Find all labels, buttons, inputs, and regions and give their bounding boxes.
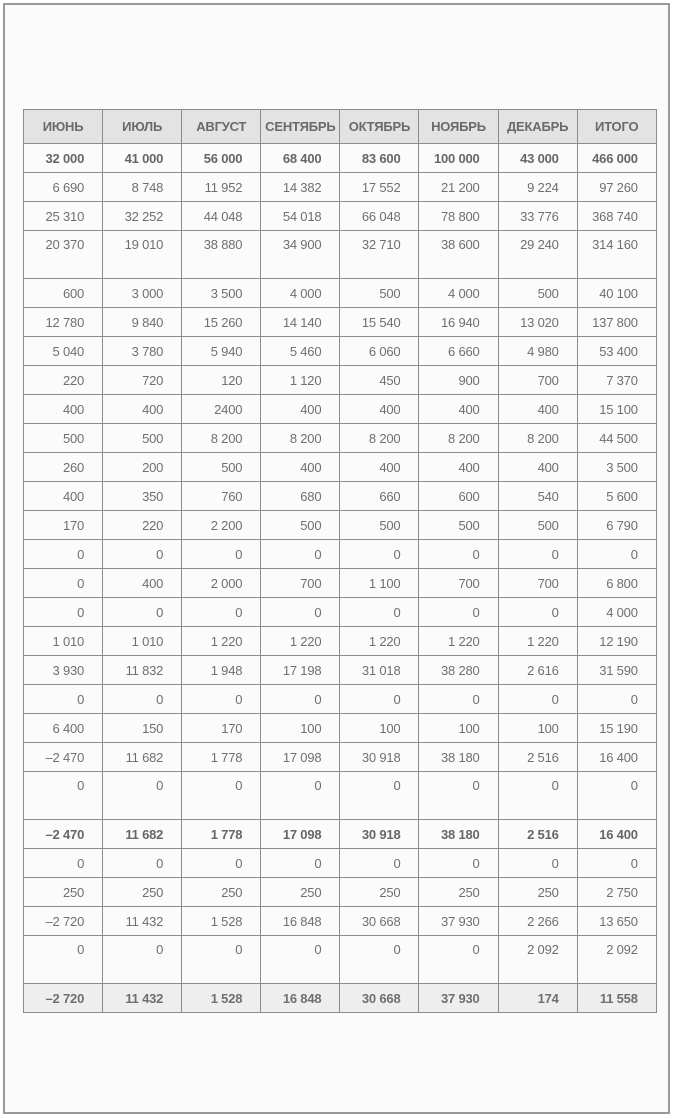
table-cell: 1 220 (261, 627, 340, 656)
table-cell: 0 (419, 936, 498, 984)
table-cell: 0 (24, 685, 103, 714)
table-cell: 500 (182, 453, 261, 482)
table-cell: 1 010 (103, 627, 182, 656)
table-cell: 0 (261, 936, 340, 984)
table-cell: 400 (24, 482, 103, 511)
header-august: АВГУСТ (182, 110, 261, 144)
table-cell: 260 (24, 453, 103, 482)
table-row (24, 511, 657, 540)
table-cell: 0 (577, 540, 656, 569)
table-cell: 17 198 (261, 656, 340, 685)
table-row (24, 308, 657, 337)
table-row (24, 337, 657, 366)
table-cell: 0 (498, 849, 577, 878)
table-cell: 400 (261, 395, 340, 424)
table-cell: 200 (103, 453, 182, 482)
table-cell: 15 260 (182, 308, 261, 337)
table-cell: 37 930 (419, 984, 498, 1013)
table-cell: 14 382 (261, 173, 340, 202)
table-cell: 21 200 (419, 173, 498, 202)
table-cell: 20 370 (24, 231, 103, 279)
table-cell: 500 (24, 424, 103, 453)
table-cell: 600 (419, 482, 498, 511)
table-cell: 0 (419, 849, 498, 878)
table-cell: 32 252 (103, 202, 182, 231)
table-cell: 0 (24, 598, 103, 627)
table-cell: 0 (261, 598, 340, 627)
table-cell: 1 220 (419, 627, 498, 656)
table-header (24, 110, 657, 144)
table-cell: 0 (103, 598, 182, 627)
table-cell: 16 400 (577, 820, 656, 849)
table-cell: 500 (498, 279, 577, 308)
table-cell: 0 (261, 849, 340, 878)
table-row (24, 173, 657, 202)
table-cell: 1 948 (182, 656, 261, 685)
table-cell: 2 000 (182, 569, 261, 598)
table-cell: 44 500 (577, 424, 656, 453)
table-cell: 11 432 (103, 984, 182, 1013)
table-cell: 2 516 (498, 743, 577, 772)
table-cell: 0 (182, 598, 261, 627)
table-cell: 32 710 (340, 231, 419, 279)
table-cell: 9 224 (498, 173, 577, 202)
table-cell: 2 092 (498, 936, 577, 984)
table-cell: 0 (24, 540, 103, 569)
table-cell: 25 310 (24, 202, 103, 231)
table-cell: 1 220 (340, 627, 419, 656)
table-row (24, 366, 657, 395)
table-cell: 0 (103, 772, 182, 820)
table-cell: 720 (103, 366, 182, 395)
table-cell: 4 000 (577, 598, 656, 627)
table-cell: 8 200 (419, 424, 498, 453)
table-cell: 32 000 (24, 144, 103, 173)
table-cell: –2 720 (24, 907, 103, 936)
table-cell: 250 (261, 878, 340, 907)
table-cell: 2 266 (498, 907, 577, 936)
table-cell: 97 260 (577, 173, 656, 202)
table-cell: 0 (340, 772, 419, 820)
table-cell: 314 160 (577, 231, 656, 279)
header-june: ИЮНЬ (24, 110, 103, 144)
table-cell: 500 (340, 279, 419, 308)
table-cell: 2 092 (577, 936, 656, 984)
table-cell: 4 980 (498, 337, 577, 366)
table-cell: 8 748 (103, 173, 182, 202)
table-cell: 38 180 (419, 820, 498, 849)
table-cell: 5 940 (182, 337, 261, 366)
table-cell: 0 (24, 849, 103, 878)
table-cell: 680 (261, 482, 340, 511)
table-cell: 0 (103, 540, 182, 569)
table-cell: 3 000 (103, 279, 182, 308)
table-cell: 250 (24, 878, 103, 907)
table-cell: 220 (24, 366, 103, 395)
table-cell: 0 (419, 685, 498, 714)
table-cell: 0 (340, 685, 419, 714)
table-cell: 400 (419, 395, 498, 424)
table-cell: 400 (261, 453, 340, 482)
table-cell: 43 000 (498, 144, 577, 173)
table-cell: 400 (340, 453, 419, 482)
table-cell: 250 (419, 878, 498, 907)
table-cell: 83 600 (340, 144, 419, 173)
table-cell: 400 (24, 395, 103, 424)
table-cell: 2 516 (498, 820, 577, 849)
table-cell: 100 (340, 714, 419, 743)
table-cell: 150 (103, 714, 182, 743)
table-cell: 760 (182, 482, 261, 511)
table-cell: 16 848 (261, 984, 340, 1013)
table-cell: 6 800 (577, 569, 656, 598)
table-cell: 11 682 (103, 820, 182, 849)
table-cell: 17 552 (340, 173, 419, 202)
table-cell: 500 (498, 511, 577, 540)
table-cell: 3 780 (103, 337, 182, 366)
table-cell: 0 (261, 772, 340, 820)
table-cell: 1 010 (24, 627, 103, 656)
document-page (3, 3, 670, 1114)
table-cell: 400 (498, 395, 577, 424)
table-cell: 30 668 (340, 907, 419, 936)
table-cell: 3 500 (577, 453, 656, 482)
table-row (24, 569, 657, 598)
table-cell: 41 000 (103, 144, 182, 173)
table-cell: 11 832 (103, 656, 182, 685)
table-cell: 1 100 (340, 569, 419, 598)
table-cell: 17 098 (261, 820, 340, 849)
table-cell: 30 918 (340, 820, 419, 849)
table-cell: 1 528 (182, 984, 261, 1013)
table-cell: 400 (498, 453, 577, 482)
table-cell: 2 616 (498, 656, 577, 685)
table-cell: 0 (261, 685, 340, 714)
table-row (24, 231, 657, 279)
table-cell: 1 528 (182, 907, 261, 936)
table-row (24, 202, 657, 231)
table-cell: 0 (498, 685, 577, 714)
table-cell: –2 470 (24, 820, 103, 849)
table-cell: 0 (103, 849, 182, 878)
table-cell: 700 (498, 569, 577, 598)
table-row (24, 656, 657, 685)
table-cell: 0 (340, 540, 419, 569)
table-cell: 6 060 (340, 337, 419, 366)
table-row (24, 279, 657, 308)
table-cell: 5 460 (261, 337, 340, 366)
table-cell: 450 (340, 366, 419, 395)
table-cell: 700 (261, 569, 340, 598)
table-row (24, 395, 657, 424)
table-cell: 15 540 (340, 308, 419, 337)
table-cell: 170 (182, 714, 261, 743)
table-cell: 11 682 (103, 743, 182, 772)
header-november: НОЯБРЬ (419, 110, 498, 144)
table-cell: 0 (340, 936, 419, 984)
table-cell: 17 098 (261, 743, 340, 772)
header-october: ОКТЯБРЬ (340, 110, 419, 144)
table-cell: 38 280 (419, 656, 498, 685)
table-cell: 600 (24, 279, 103, 308)
table-cell: 44 048 (182, 202, 261, 231)
table-cell: 15 190 (577, 714, 656, 743)
table-cell: 13 650 (577, 907, 656, 936)
table-cell: 400 (419, 453, 498, 482)
table-cell: 0 (103, 685, 182, 714)
table-cell: 250 (498, 878, 577, 907)
table-cell: 700 (419, 569, 498, 598)
table-cell: 0 (419, 598, 498, 627)
table-row (24, 743, 657, 772)
table-cell: 170 (24, 511, 103, 540)
table-cell: 368 740 (577, 202, 656, 231)
table-cell: 4 000 (261, 279, 340, 308)
table-row (24, 482, 657, 511)
table-cell: 38 880 (182, 231, 261, 279)
table-body (24, 144, 657, 1013)
table-cell: 8 200 (261, 424, 340, 453)
table-row (24, 984, 657, 1013)
table-cell: 100 (498, 714, 577, 743)
table-cell: 8 200 (182, 424, 261, 453)
table-cell: 11 952 (182, 173, 261, 202)
table-cell: 30 668 (340, 984, 419, 1013)
table-cell: 37 930 (419, 907, 498, 936)
table-cell: 78 800 (419, 202, 498, 231)
table-cell: 0 (419, 772, 498, 820)
table-cell: 220 (103, 511, 182, 540)
table-cell: 1 778 (182, 743, 261, 772)
table-cell: 0 (498, 598, 577, 627)
table-cell: 100 000 (419, 144, 498, 173)
table-cell: 120 (182, 366, 261, 395)
table-cell: 500 (340, 511, 419, 540)
table-cell: 0 (340, 598, 419, 627)
table-cell: 38 180 (419, 743, 498, 772)
table-cell: 16 940 (419, 308, 498, 337)
table-cell: 1 778 (182, 820, 261, 849)
table-cell: 6 660 (419, 337, 498, 366)
table-cell: 250 (340, 878, 419, 907)
table-cell: 0 (419, 540, 498, 569)
table-cell: 9 840 (103, 308, 182, 337)
table-cell: 16 848 (261, 907, 340, 936)
table-cell: 250 (182, 878, 261, 907)
table-cell: 100 (261, 714, 340, 743)
table-row (24, 936, 657, 984)
table-cell: 11 432 (103, 907, 182, 936)
table-cell: 2 200 (182, 511, 261, 540)
table-cell: 250 (103, 878, 182, 907)
table-cell: 0 (498, 772, 577, 820)
table-cell: 0 (577, 685, 656, 714)
table-cell: 4 000 (419, 279, 498, 308)
table-cell: 6 790 (577, 511, 656, 540)
table-cell: 174 (498, 984, 577, 1013)
table-cell: 2400 (182, 395, 261, 424)
table-row (24, 453, 657, 482)
table-cell: 0 (261, 540, 340, 569)
table-cell: 540 (498, 482, 577, 511)
table-cell: 500 (103, 424, 182, 453)
table-cell: 400 (340, 395, 419, 424)
header-row (24, 110, 657, 144)
table-row (24, 540, 657, 569)
table-cell: 1 220 (182, 627, 261, 656)
table-cell: 34 900 (261, 231, 340, 279)
table-cell: 350 (103, 482, 182, 511)
table-cell: 6 400 (24, 714, 103, 743)
table-cell: 12 780 (24, 308, 103, 337)
header-total: ИТОГО (577, 110, 656, 144)
table-row (24, 772, 657, 820)
table-cell: 0 (182, 685, 261, 714)
table-cell: 40 100 (577, 279, 656, 308)
table-cell: 6 690 (24, 173, 103, 202)
table-cell: 2 750 (577, 878, 656, 907)
table-cell: 5 600 (577, 482, 656, 511)
table-cell: 11 558 (577, 984, 656, 1013)
table-cell: 38 600 (419, 231, 498, 279)
table-cell: –2 470 (24, 743, 103, 772)
table-cell: 0 (103, 936, 182, 984)
table-cell: 12 190 (577, 627, 656, 656)
budget-table (23, 109, 657, 1013)
table-row (24, 907, 657, 936)
table-cell: 137 800 (577, 308, 656, 337)
table-cell: 0 (24, 772, 103, 820)
header-december: ДЕКАБРЬ (498, 110, 577, 144)
table-cell: 0 (24, 936, 103, 984)
table-cell: 0 (182, 540, 261, 569)
table-cell: 30 918 (340, 743, 419, 772)
table-row (24, 878, 657, 907)
table-cell: 466 000 (577, 144, 656, 173)
table-cell: 400 (103, 395, 182, 424)
table-cell: 15 100 (577, 395, 656, 424)
table-cell: 1 220 (498, 627, 577, 656)
table-cell: 0 (577, 849, 656, 878)
table-cell: 900 (419, 366, 498, 395)
table-cell: 8 200 (340, 424, 419, 453)
table-row (24, 714, 657, 743)
table-cell: 500 (419, 511, 498, 540)
table-cell: 31 018 (340, 656, 419, 685)
table-cell: 8 200 (498, 424, 577, 453)
table-cell: 0 (577, 772, 656, 820)
table-cell: –2 720 (24, 984, 103, 1013)
table-row (24, 685, 657, 714)
table-cell: 66 048 (340, 202, 419, 231)
table-row (24, 598, 657, 627)
table-cell: 660 (340, 482, 419, 511)
table-cell: 0 (182, 936, 261, 984)
table-cell: 1 120 (261, 366, 340, 395)
table-row (24, 849, 657, 878)
table-row (24, 627, 657, 656)
table-cell: 33 776 (498, 202, 577, 231)
table-cell: 5 040 (24, 337, 103, 366)
table-cell: 16 400 (577, 743, 656, 772)
table-cell: 700 (498, 366, 577, 395)
table-cell: 53 400 (577, 337, 656, 366)
header-july: ИЮЛЬ (103, 110, 182, 144)
table-cell: 3 930 (24, 656, 103, 685)
table-cell: 100 (419, 714, 498, 743)
table-cell: 0 (24, 569, 103, 598)
table-cell: 0 (498, 540, 577, 569)
table-cell: 0 (182, 849, 261, 878)
table-cell: 14 140 (261, 308, 340, 337)
table-row (24, 144, 657, 173)
table-cell: 7 370 (577, 366, 656, 395)
table-row (24, 820, 657, 849)
table-cell: 54 018 (261, 202, 340, 231)
table-cell: 31 590 (577, 656, 656, 685)
table-cell: 0 (340, 849, 419, 878)
table-cell: 13 020 (498, 308, 577, 337)
table-cell: 400 (103, 569, 182, 598)
table-cell: 56 000 (182, 144, 261, 173)
table-cell: 29 240 (498, 231, 577, 279)
table-cell: 3 500 (182, 279, 261, 308)
table-cell: 500 (261, 511, 340, 540)
table-cell: 19 010 (103, 231, 182, 279)
table-row (24, 424, 657, 453)
header-september: СЕНТЯБРЬ (261, 110, 340, 144)
table-cell: 68 400 (261, 144, 340, 173)
table-cell: 0 (182, 772, 261, 820)
